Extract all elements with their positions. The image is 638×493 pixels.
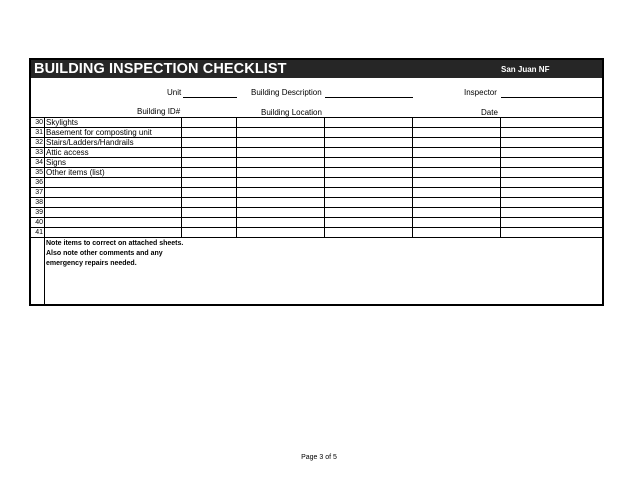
row-item: Signs: [46, 158, 67, 167]
title-bar: [31, 60, 602, 78]
building-description-label: Building Description: [251, 88, 322, 97]
column-divider: [44, 118, 45, 306]
table-row: [31, 138, 602, 148]
row-item: Basement for composting unit: [46, 128, 152, 137]
row-number: 40: [35, 219, 43, 226]
form-header: [31, 78, 602, 118]
row-number: 31: [35, 129, 43, 136]
unit-label: Unit: [167, 88, 182, 97]
row-number: 39: [35, 209, 43, 216]
row-item: Attic access: [46, 148, 89, 157]
inspection-form: [29, 58, 604, 306]
column-divider: [412, 118, 413, 238]
column-divider: [181, 118, 182, 238]
form-title: BUILDING INSPECTION CHECKLIST: [34, 61, 287, 77]
building-id-label: Building ID#: [137, 107, 181, 116]
table-row: [31, 188, 602, 198]
row-item: Stairs/Ladders/Handrails: [46, 138, 134, 147]
column-divider: [236, 118, 237, 238]
table-row: [31, 168, 602, 178]
table-row: [31, 208, 602, 218]
date-label: Date: [481, 108, 498, 117]
table-row: [31, 178, 602, 188]
row-number: 36: [35, 179, 43, 186]
table-row: [31, 118, 602, 128]
row-number: 34: [35, 159, 43, 166]
unit-field[interactable]: [183, 97, 237, 98]
row-number: 35: [35, 169, 43, 176]
inspector-field[interactable]: [501, 97, 604, 98]
table-row: [31, 228, 602, 238]
row-number: 33: [35, 149, 43, 156]
row-number: 30: [35, 119, 43, 126]
row-item: Skylights: [46, 118, 79, 127]
table-row: [31, 218, 602, 228]
page-number: Page 3 of 5: [301, 454, 337, 461]
building-description-field[interactable]: [325, 97, 413, 98]
table-row: [31, 198, 602, 208]
column-divider: [324, 118, 325, 238]
row-number: 41: [35, 229, 43, 236]
note-instructions: Note items to correct on attached sheets. Also note other comments and any emergency repairs needed.: [46, 240, 184, 267]
row-number: 38: [35, 199, 43, 206]
row-number: 32: [35, 139, 43, 146]
table-row: [31, 148, 602, 158]
row-number: 37: [35, 189, 43, 196]
row-item: Other items (list): [46, 168, 105, 177]
forest-name: San Juan NF: [501, 65, 550, 74]
building-location-label: Building Location: [261, 108, 322, 117]
table-row: [31, 158, 602, 168]
table-row: [31, 128, 602, 138]
inspector-label: Inspector: [464, 88, 497, 97]
column-divider: [500, 118, 501, 238]
